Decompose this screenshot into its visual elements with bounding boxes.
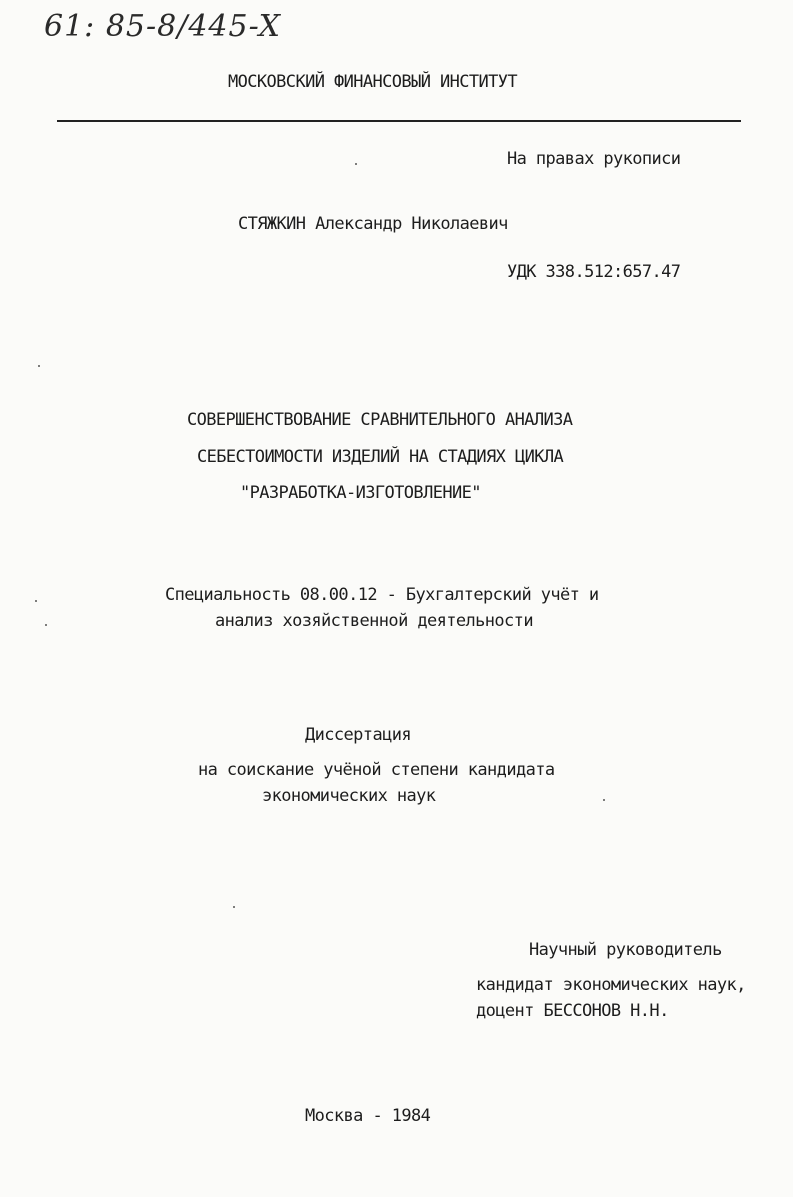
- supervisor-degree: кандидат экономических наук,: [476, 975, 746, 995]
- title-line-1: СОВЕРШЕНСТВОВАНИЕ СРАВНИТЕЛЬНОГО АНАЛИЗА: [187, 410, 573, 430]
- author-name: СТЯЖКИН Александр Николаевич: [238, 214, 508, 234]
- supervisor-name: доцент БЕССОНОВ Н.Н.: [476, 1001, 669, 1021]
- dissertation-label: Диссертация: [305, 725, 411, 745]
- title-line-3: "РАЗРАБОТКА-ИЗГОТОВЛЕНИЕ": [240, 483, 481, 503]
- supervisor-label: Научный руководитель: [529, 940, 722, 960]
- paper-speck: [603, 799, 605, 801]
- header-divider: [57, 120, 741, 122]
- paper-speck: [233, 906, 235, 908]
- paper-speck: [35, 600, 37, 602]
- manuscript-note: На правах рукописи: [507, 149, 681, 169]
- udc-code: УДК 338.512:657.47: [507, 262, 681, 282]
- dissertation-degree: на соискание учёной степени кандидата: [198, 760, 555, 780]
- paper-speck: [38, 365, 40, 367]
- archive-handwritten-mark: 61: 85-8/445-X: [44, 9, 282, 44]
- title-line-2: СЕБЕСТОИМОСТИ ИЗДЕЛИЙ НА СТАДИЯХ ЦИКЛА: [197, 447, 564, 467]
- place-and-year: Москва - 1984: [305, 1106, 431, 1126]
- specialty-line-2: анализ хозяйственной деятельности: [215, 611, 533, 631]
- specialty-line-1: Специальность 08.00.12 - Бухгалтерский учёт и: [165, 585, 599, 605]
- institution-name: МОСКОВСКИЙ ФИНАНСОВЫЙ ИНСТИТУТ: [228, 72, 518, 92]
- dissertation-field: экономических наук: [262, 786, 436, 806]
- paper-speck: [355, 163, 357, 165]
- paper-speck: [45, 624, 47, 626]
